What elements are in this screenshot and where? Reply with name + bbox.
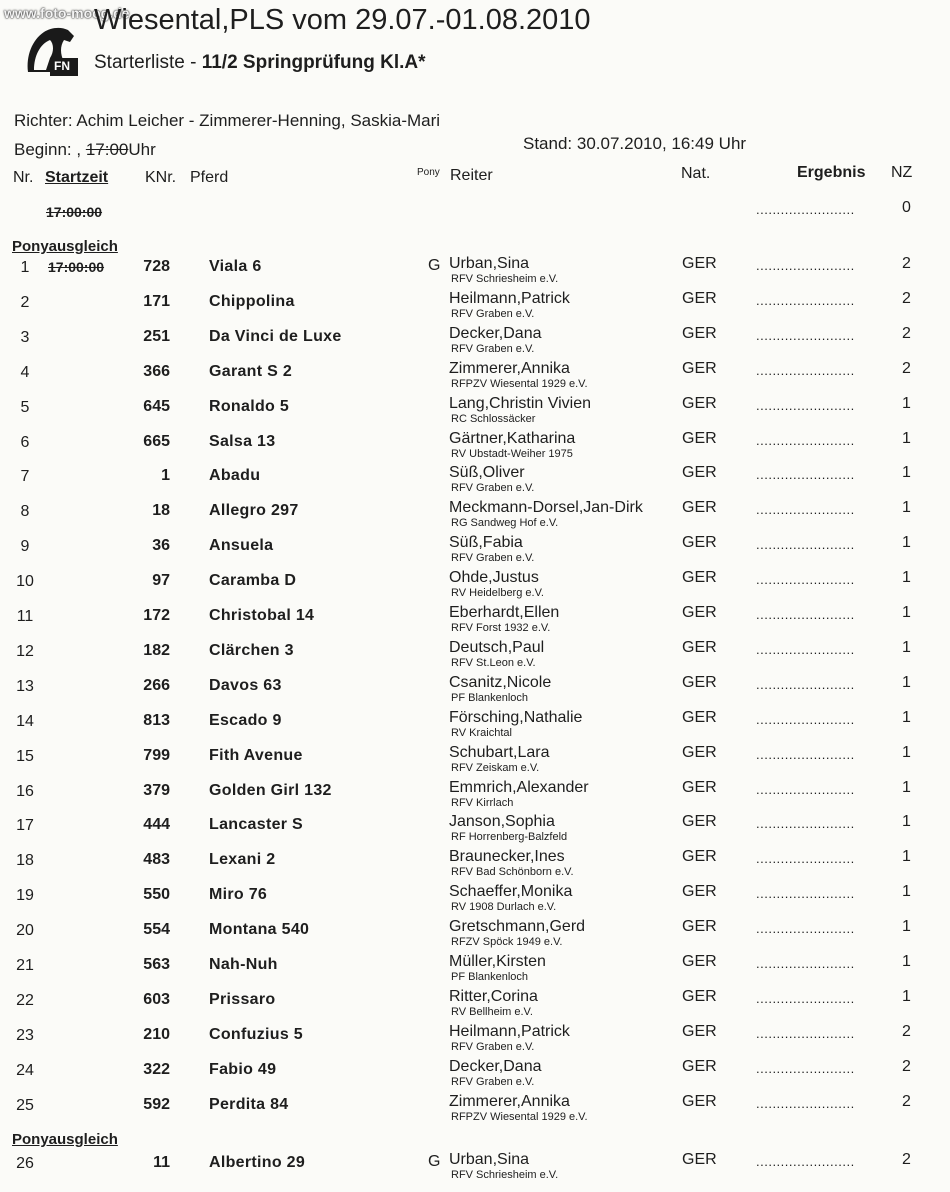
table-row	[0, 708, 950, 746]
horse-id: 11	[153, 1154, 170, 1171]
table-row	[0, 1057, 950, 1095]
horse-name: Lexani 2	[209, 851, 276, 869]
nz-value: 1	[902, 464, 911, 482]
table-row	[0, 987, 950, 1025]
result-field: ........................	[756, 956, 855, 971]
nz-value: 2	[902, 1057, 911, 1075]
result-field: ........................	[756, 886, 855, 902]
nationality: GER	[682, 638, 717, 656]
beginn-time: 17:00	[85, 140, 129, 159]
rider-name: Braunecker,Ines	[449, 848, 565, 866]
table-row	[0, 1092, 950, 1130]
start-number: 20	[16, 922, 34, 940]
result-field: ........................	[756, 1095, 855, 1111]
horse-id: 36	[152, 537, 170, 555]
result-field: ........................	[756, 641, 855, 657]
fn-logo	[20, 22, 78, 76]
rider-name: Süß,Oliver	[449, 464, 525, 482]
start-number: 23	[16, 1026, 34, 1044]
horse-name: Montana 540	[209, 921, 310, 939]
horse-name: Salsa 13	[209, 432, 276, 450]
horse-id: 1	[161, 467, 170, 485]
section-heading: Ponyausgleich	[12, 1131, 118, 1148]
horse-name: Perdita 84	[209, 1095, 289, 1113]
result-field: ........................	[756, 607, 855, 622]
start-number: 3	[20, 328, 30, 346]
horse-name: Garant S 2	[209, 362, 293, 380]
rider-name: Deutsch,Paul	[449, 638, 545, 656]
start-number: 19	[16, 887, 34, 905]
nationality: GER	[682, 429, 717, 447]
start-number: 6	[20, 433, 30, 451]
start-number: 10	[16, 573, 34, 591]
nz-value: 1	[902, 499, 911, 517]
start-number: 18	[16, 852, 34, 870]
rider-name: Csanitz,Nicole	[449, 673, 552, 691]
horse-id: 97	[152, 572, 170, 590]
club-name: PF Blankenloch	[451, 691, 529, 704]
header-nz: NZ	[891, 164, 913, 181]
nationality: GER	[682, 813, 717, 831]
rider-name: Decker,Dana	[449, 1057, 542, 1075]
nationality: GER	[682, 987, 717, 1005]
nz-value: 1	[902, 534, 911, 552]
club-name: RFV Zeiskam e.V.	[451, 761, 540, 774]
nationality: GER	[682, 289, 717, 307]
rider-name: Eberhardt,Ellen	[449, 604, 560, 621]
competition-title	[94, 52, 426, 74]
horse-id: 379	[143, 781, 170, 799]
nz-value: 1	[902, 708, 911, 726]
result-field: ........................	[756, 292, 855, 308]
start-number: 16	[16, 782, 34, 800]
club-name: RFV Schriesheim e.V.	[451, 273, 559, 285]
rider-name: Emmrich,Alexander	[449, 778, 589, 796]
horse-id: 266	[143, 676, 170, 694]
beginn-unit: Uhr	[128, 140, 156, 159]
club-name: RFZV Spöck 1949 e.V.	[451, 936, 563, 949]
rider-name: Ritter,Corina	[449, 987, 538, 1005]
result-field: ........................	[756, 467, 855, 483]
nationality: GER	[682, 953, 717, 970]
club-name: RV Ubstadt-Weiher 1975	[451, 447, 573, 460]
table-row	[0, 815, 950, 850]
start-number: 12	[16, 642, 34, 660]
club-name: RFV Schriesheim e.V.	[451, 1169, 559, 1181]
horse-name: Ronaldo 5	[209, 397, 290, 415]
nz-value: 2	[902, 1092, 911, 1110]
pony-marker: G	[428, 257, 441, 274]
result-field: ........................	[756, 851, 855, 867]
horse-name: Confuzius 5	[209, 1025, 303, 1043]
horse-name: Fith Avenue	[209, 746, 303, 764]
stand-timestamp: Stand: 30.07.2010, 16:49 Uhr	[523, 134, 747, 153]
result-field: ........................	[756, 432, 855, 448]
start-number: 17	[16, 817, 34, 835]
result-field: ........................	[756, 990, 855, 1006]
horse-id: 645	[143, 397, 170, 415]
header-nat: Nat.	[681, 165, 711, 182]
club-name: RFV Graben e.V.	[451, 1075, 535, 1088]
table-row	[0, 606, 950, 641]
table-row	[0, 429, 950, 467]
result-field: ........................	[756, 537, 855, 553]
horse-name: Davos 63	[209, 676, 282, 694]
result-field: ........................	[756, 1154, 855, 1169]
nz-value: 1	[902, 848, 911, 866]
club-name: RV Heidelberg e.V.	[451, 587, 544, 600]
horse-name: Ansuela	[209, 537, 274, 555]
nationality: GER	[682, 883, 717, 901]
nz-value: 1	[902, 953, 911, 970]
horse-id: 18	[152, 502, 170, 520]
header-knr: KNr.	[145, 169, 177, 186]
club-name: RFV Forst 1932 e.V.	[451, 622, 551, 634]
nationality: GER	[682, 255, 717, 272]
beginn-label: Beginn: ,	[14, 140, 82, 159]
nationality: GER	[682, 324, 717, 342]
rider-name: Försching,Nathalie	[449, 708, 583, 726]
nationality: GER	[682, 708, 717, 726]
horse-id: 592	[143, 1095, 170, 1113]
start-number: 7	[20, 468, 30, 486]
judges-line: Richter: Achim Leicher - Zimmerer-Henning, Saskia-Mari	[14, 111, 441, 130]
header-ergebnis: Ergebnis	[797, 164, 866, 181]
start-number: 14	[16, 712, 34, 730]
club-name: RFPZV Wiesental 1929 e.V.	[451, 1110, 588, 1123]
horse-id: 251	[143, 327, 170, 345]
section-heading: Ponyausgleich	[12, 238, 118, 255]
start-number: 13	[16, 677, 34, 695]
rider-name: Ohde,Justus	[449, 569, 539, 587]
nationality: GER	[682, 499, 717, 517]
rider-name: Schubart,Lara	[449, 743, 550, 761]
horse-id: 483	[143, 851, 170, 869]
table-row	[0, 778, 950, 816]
rider-name: Gretschmann,Gerd	[449, 918, 586, 936]
nationality: GER	[682, 743, 717, 761]
rider-name: Lang,Christin Vivien	[449, 394, 592, 412]
start-number: 25	[16, 1096, 34, 1114]
result-field: ........................	[756, 1025, 855, 1041]
table-row	[0, 1022, 950, 1060]
horse-id: 366	[143, 362, 170, 380]
horse-name: Nah-Nuh	[209, 956, 278, 973]
club-name: RV 1908 Durlach e.V.	[451, 901, 557, 914]
pony-marker: G	[428, 1153, 441, 1170]
start-number: 11	[16, 608, 34, 625]
result-field: ........................	[756, 746, 855, 762]
result-field: ........................	[756, 362, 855, 378]
nz-value: 2	[902, 359, 911, 377]
nz-value: 1	[902, 673, 911, 691]
nz-value: 1	[902, 569, 911, 587]
result-field: ........................	[756, 572, 855, 588]
club-name: RV Kraichtal	[451, 726, 512, 739]
nationality: GER	[682, 1151, 717, 1168]
club-name: RFV Graben e.V.	[451, 552, 535, 565]
result-field: ........................	[756, 781, 855, 797]
club-name: RC Schlossäcker	[451, 412, 536, 425]
horse-id: 322	[143, 1060, 170, 1078]
start-number: 15	[16, 747, 34, 765]
initial-start-time: 17:00:00	[46, 204, 103, 220]
nz-value: 1	[902, 743, 911, 761]
rider-name: Heilmann,Patrick	[449, 289, 570, 307]
rider-name: Müller,Kirsten	[449, 953, 546, 970]
rider-name: Janson,Sophia	[449, 813, 555, 831]
nz-value: 2	[902, 324, 911, 342]
table-row	[0, 324, 950, 362]
horse-name: Da Vinci de Luxe	[209, 327, 342, 345]
table-row	[0, 501, 950, 536]
horse-name: Albertino 29	[209, 1154, 306, 1171]
horse-id: 813	[143, 711, 170, 729]
horse-name: Fabio 49	[209, 1060, 277, 1078]
nz-value: 1	[902, 813, 911, 831]
watermark: www.foto-moog.de	[4, 5, 130, 21]
horse-id: 563	[143, 956, 170, 973]
horse-name: Miro 76	[209, 886, 268, 904]
table-row	[0, 850, 950, 885]
result-field: ........................	[756, 397, 855, 413]
nz-value: 1	[902, 918, 911, 936]
horse-name: Christobal 14	[209, 607, 315, 624]
nz-value: 1	[902, 778, 911, 796]
nationality: GER	[682, 673, 717, 691]
result-field: ........................	[756, 921, 855, 937]
club-name: RFV Graben e.V.	[451, 342, 535, 355]
nationality: GER	[682, 604, 717, 621]
horse-name: Allegro 297	[209, 502, 299, 520]
table-row	[0, 743, 950, 781]
table-row	[0, 673, 950, 711]
rider-name: Zimmerer,Annika	[449, 359, 570, 377]
horse-name: Clärchen 3	[209, 641, 294, 659]
horse-name: Golden Girl 132	[209, 781, 332, 799]
table-row	[0, 466, 950, 501]
club-name: RFV Graben e.V.	[451, 1040, 535, 1053]
start-number: 24	[16, 1061, 34, 1079]
horse-id: 210	[143, 1025, 170, 1043]
header-pony: Pony	[417, 167, 440, 178]
nz-value: 1	[902, 604, 911, 621]
horse-id: 444	[143, 816, 170, 834]
table-row	[0, 394, 950, 432]
nz-value: 2	[902, 289, 911, 307]
nz-value: 1	[902, 394, 911, 412]
start-number: 4	[20, 363, 30, 381]
event-title: Wiesental,PLS vom 29.07.-01.08.2010	[94, 4, 591, 36]
horse-id: 172	[143, 607, 170, 624]
horse-id: 550	[143, 886, 170, 904]
start-number: 1	[20, 259, 30, 276]
table-row	[0, 1153, 950, 1188]
nationality: GER	[682, 778, 717, 796]
table-row	[0, 885, 950, 920]
nationality: GER	[682, 464, 717, 482]
nz-value: 1	[902, 638, 911, 656]
nationality: GER	[682, 394, 717, 412]
start-time-line	[14, 140, 156, 160]
start-number: 21	[16, 957, 34, 974]
header-pferd: Pferd	[190, 169, 229, 186]
club-name: RF Horrenberg-Balzfeld	[451, 831, 568, 844]
horse-id: 728	[143, 258, 170, 275]
start-number: 5	[20, 398, 30, 416]
club-name: RFV Kirrlach	[451, 796, 514, 809]
nationality: GER	[682, 359, 717, 377]
start-number: 9	[20, 538, 30, 556]
nz-value: 2	[902, 1151, 911, 1168]
rider-name: Schaeffer,Monika	[449, 883, 573, 901]
club-name: PF Blankenloch	[451, 971, 529, 983]
nationality: GER	[682, 1057, 717, 1075]
table-row	[0, 536, 950, 571]
table-row	[0, 289, 950, 327]
table-row	[0, 955, 950, 990]
nationality: GER	[682, 1022, 717, 1040]
start-number: 22	[16, 991, 34, 1009]
rider-name: Süß,Fabia	[449, 534, 523, 552]
nz-value: 1	[902, 429, 911, 447]
club-name: RFV Graben e.V.	[451, 482, 535, 495]
rider-name: Urban,Sina	[449, 255, 530, 272]
horse-id: 665	[143, 432, 170, 450]
horse-name: Caramba D	[209, 572, 297, 590]
horse-name: Viala 6	[209, 258, 262, 275]
start-number: 2	[20, 293, 30, 311]
club-name: RFV Bad Schönborn e.V.	[451, 866, 574, 879]
start-number: 8	[20, 503, 30, 521]
header-reiter: Reiter	[450, 167, 493, 184]
result-field: ........................	[756, 711, 855, 727]
rider-name: Zimmerer,Annika	[449, 1092, 570, 1110]
club-name: RV Bellheim e.V.	[451, 1005, 533, 1018]
result-field: ........................	[756, 816, 855, 832]
nationality: GER	[682, 569, 717, 587]
nz-value: 2	[902, 1022, 911, 1040]
table-row	[0, 359, 950, 397]
result-field: ........................	[756, 502, 855, 518]
competition-name: 11/2 Springprüfung Kl.A*	[201, 52, 426, 73]
table-row	[0, 571, 950, 606]
header-startzeit: Startzeit	[45, 169, 109, 186]
club-name: RFV Graben e.V.	[451, 307, 535, 320]
club-name: RFV St.Leon e.V.	[451, 656, 536, 669]
result-field: ........................	[756, 1060, 855, 1076]
start-number: 26	[16, 1155, 34, 1172]
nationality: GER	[682, 918, 717, 936]
header-nr: Nr.	[13, 169, 34, 186]
nz-value: 1	[902, 987, 911, 1005]
horse-name: Prissaro	[209, 990, 276, 1008]
horse-name: Lancaster S	[209, 816, 304, 834]
rider-name: Gärtner,Katharina	[449, 429, 576, 447]
rider-name: Decker,Dana	[449, 324, 542, 342]
rider-name: Meckmann-Dorsel,Jan-Dirk	[449, 499, 643, 517]
horse-id: 554	[143, 921, 170, 939]
initial-result: ........................	[756, 202, 855, 217]
table-row	[0, 257, 950, 292]
result-field: ........................	[756, 676, 855, 692]
nz-value: 1	[902, 883, 911, 901]
starterliste-label: Starterliste -	[94, 52, 197, 73]
start-time: 17:00:00	[48, 259, 105, 275]
horse-id: 171	[143, 292, 170, 310]
nationality: GER	[682, 534, 717, 552]
table-row	[0, 920, 950, 955]
result-field: ........................	[756, 258, 855, 273]
horse-name: Escado 9	[209, 711, 282, 729]
initial-nz: 0	[902, 199, 911, 216]
table-row	[0, 638, 950, 676]
nationality: GER	[682, 1092, 717, 1110]
rider-name: Urban,Sina	[449, 1151, 530, 1168]
nationality: GER	[682, 848, 717, 866]
club-name: RFPZV Wiesental 1929 e.V.	[451, 377, 588, 390]
horse-id: 182	[143, 641, 170, 659]
club-name: RG Sandweg Hof e.V.	[451, 517, 559, 530]
horse-name: Chippolina	[209, 292, 295, 310]
logo-text: FN	[54, 59, 70, 73]
horse-id: 603	[143, 990, 170, 1008]
result-field: ........................	[756, 327, 855, 343]
nz-value: 2	[902, 255, 911, 272]
rider-name: Heilmann,Patrick	[449, 1022, 570, 1040]
horse-id: 799	[143, 746, 170, 764]
horse-name: Abadu	[209, 467, 261, 485]
